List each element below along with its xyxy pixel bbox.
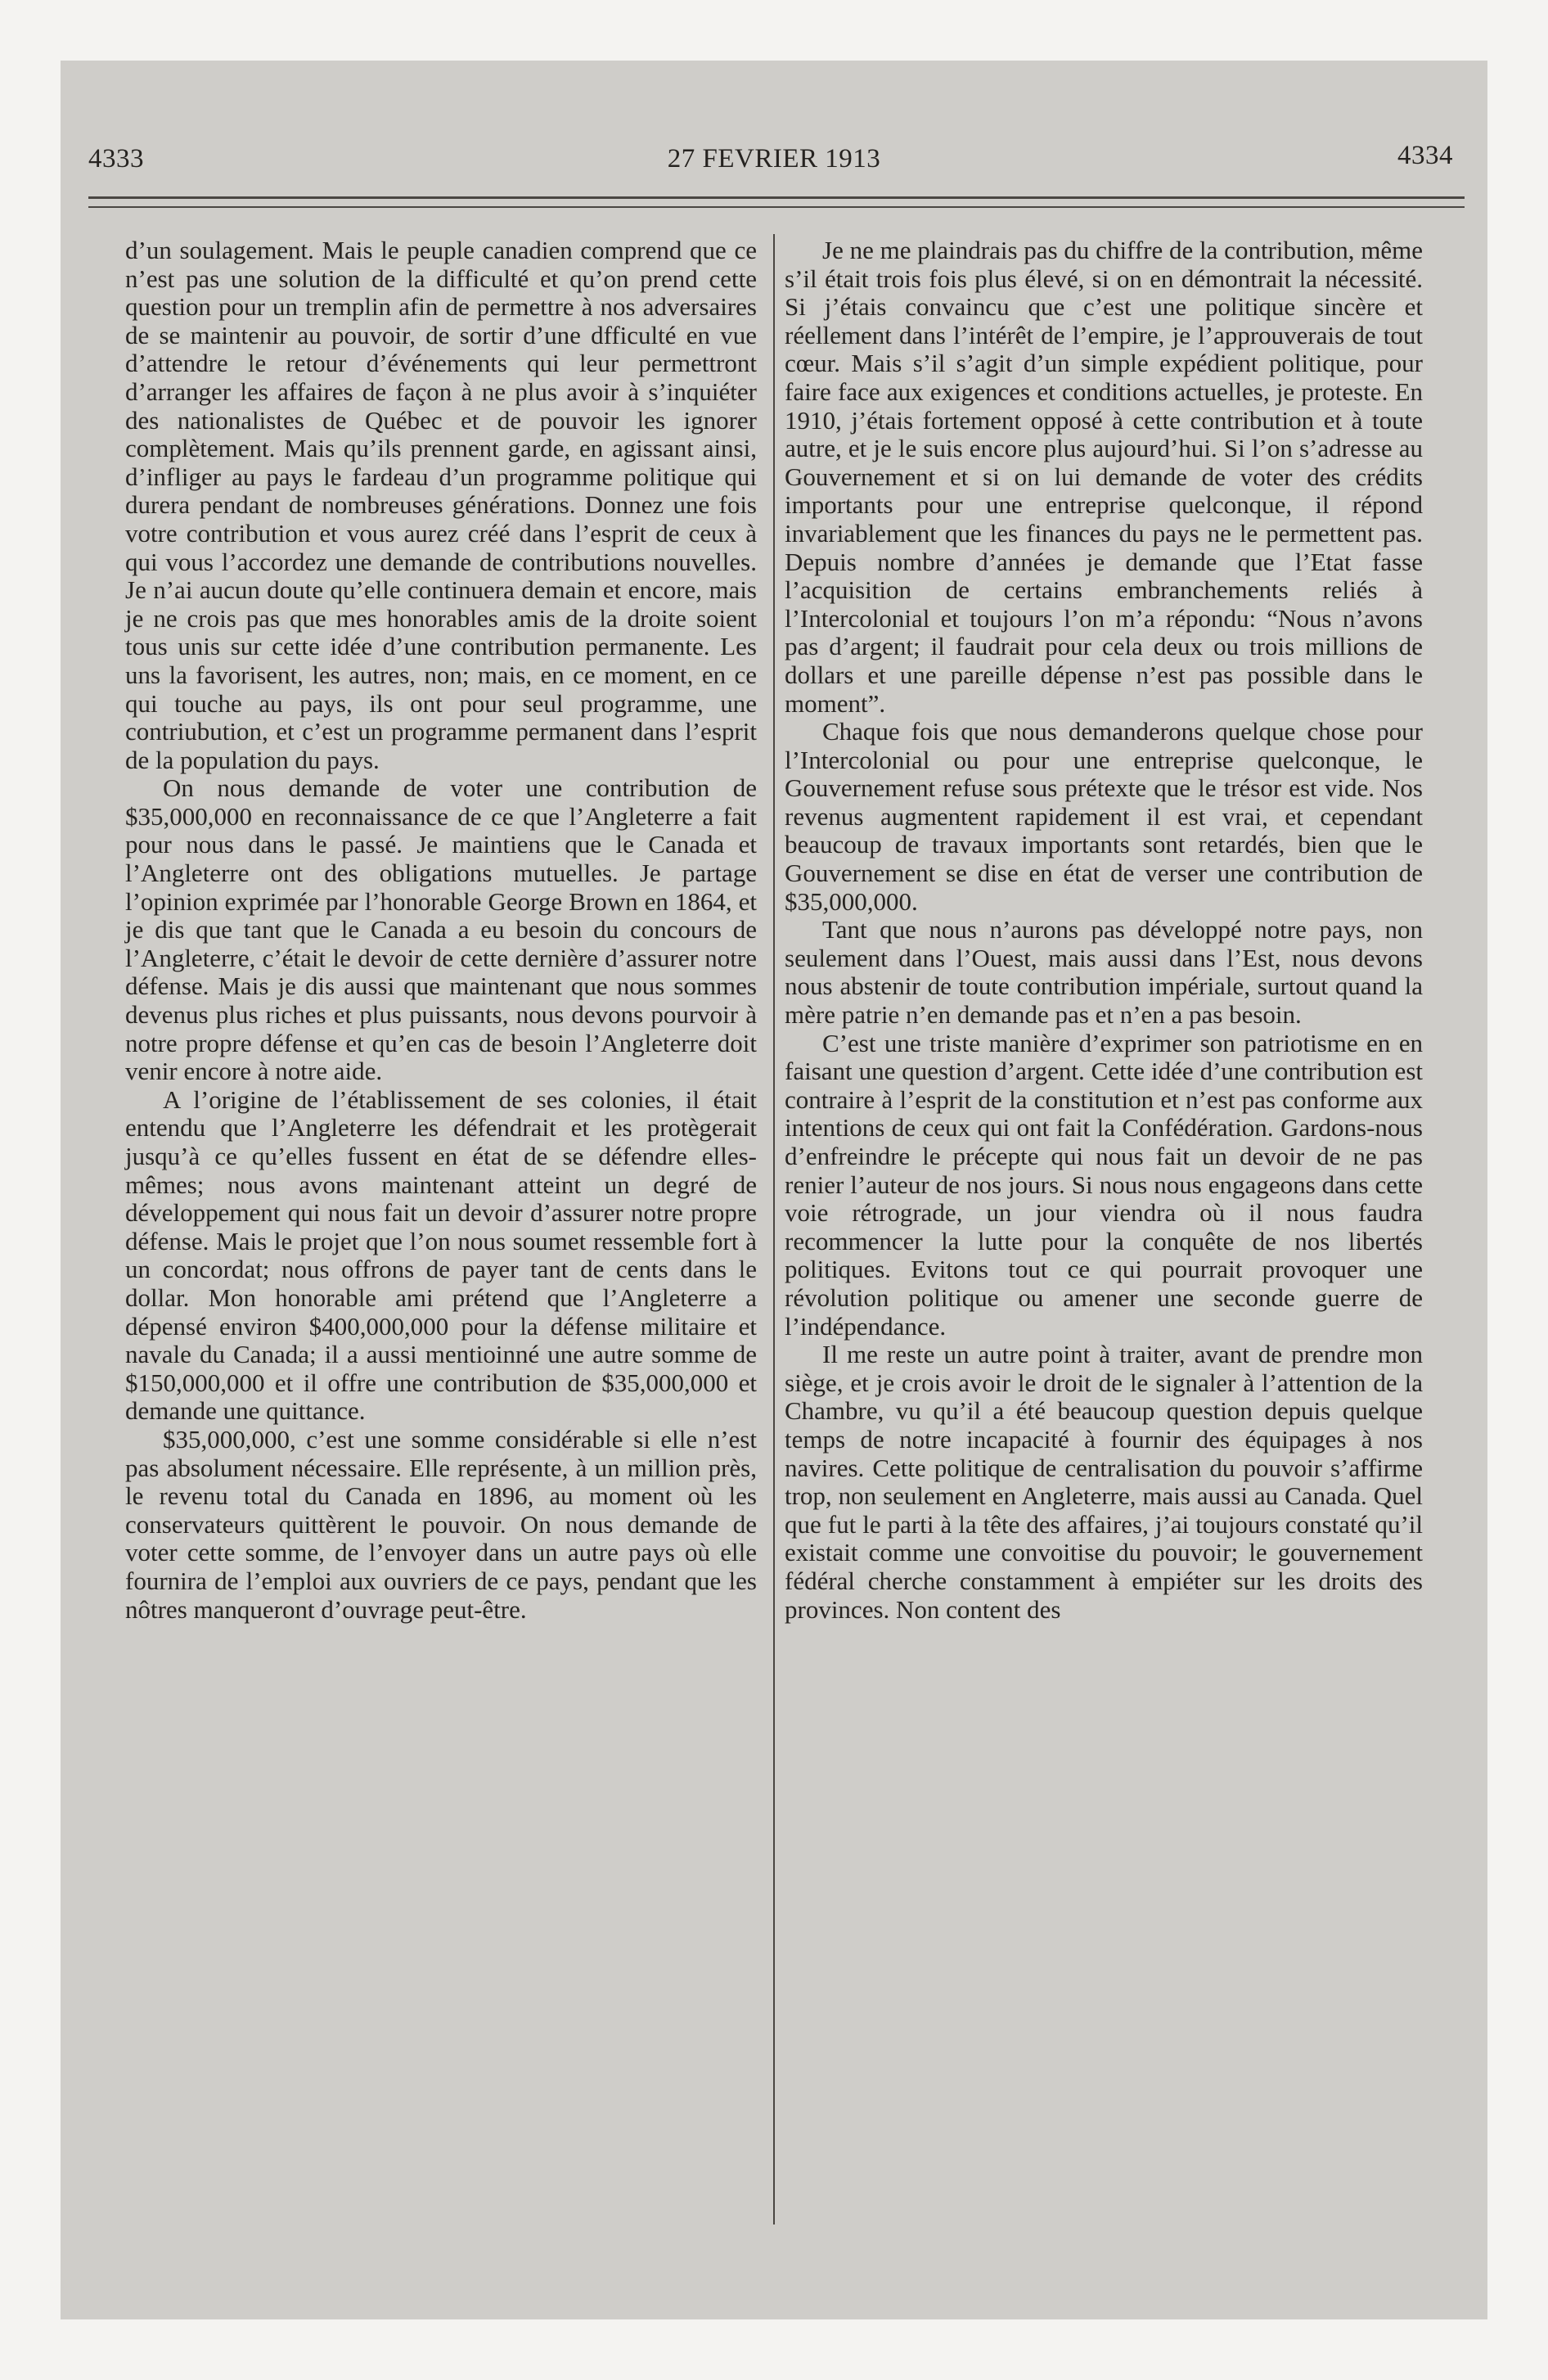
right-column [785, 237, 1423, 1624]
header-rule-bottom [88, 206, 1465, 208]
paragraph: Je ne me plaindrais pas du chiffre de la contribution, même s’il était trois fois plus élevé, si on en démontrait la nécessité. Si j’étais convaincu que c’est une politique sincère et réellement dans l’intérêt de l’empire, je l’approuverais de tout cœur. Mais s’il s’agit d’un simple expédient politique, pour faire face aux exigences et conditions actuelles, je proteste. En 1910, j’étais fortement opposé à cette contribution et à toute autre, et je le suis encore plus aujourd’hui. Si l’on s’adresse au Gouvernement et si on lui demande de voter des crédits importants pour une entreprise quelconque, il répond invariablement que les finances du pays ne le permettent pas. Depuis nombre d’années je demande que l’Etat fasse l’acquisition de certains embranchements reliés à l’Intercolonial et toujours l’on m’a répondu: “Nous n’avons pas d’argent; il faudrait pour cela deux ou trois millions de dollars et une pareille dépense n’est pas possible dans le moment”. [785, 236, 1423, 718]
hansard-page [61, 61, 1487, 2319]
scanned-page [61, 61, 1487, 2319]
paragraph: On nous demande de voter une contribution de $35,000,000 en reconnaissance de ce que l’Angleterre a fait pour nous dans le passé. Je maintiens que le Canada et l’Angleterre ont des obligations mutuelles. Je partage l’opinion exprimée par l’honorable George Brown en 1864, et je dis que tant que le Canada a eu besoin du concours de l’Angleterre, c’était le devoir de cette dernière d’assurer notre défense. Mais je dis aussi que maintenant que nous sommes devenus plus riches et plus puissants, nous devons pourvoir à notre propre défense et qu’en cas de besoin l’Angleterre doit venir encore à notre aide. [125, 773, 757, 1086]
right-page-number: 4334 [1397, 141, 1453, 170]
paragraph: Il me reste un autre point à traiter, avant de prendre mon siège, et je crois avoir le droit de le signaler à l’attention de la Chambre, vu qu’il a été beaucoup question depuis quelque temps de notre incapacité à fournir des équipages à nos navires. Cette politique de centralisation du pouvoir s’affirme trop, non seulement en Angleterre, mais aussi au Canada. Quel que fut le parti à la tête des affaires, j’ai toujours constaté qu’il existait comme une convoitise du pouvoir; le gouvernement fédéral cherche constamment à empiéter sur les droits des provinces. Non content des [785, 1340, 1423, 1624]
page-date: 27 FEVRIER 1913 [667, 144, 881, 174]
paragraph: C’est une triste manière d’exprimer son patriotisme en en faisant une question d’argent. Cette idée d’une contribution est contraire à l’esprit de la constitution et n’est pas conforme aux intentions de ceux qui ont fait la Confédération. Gardons-nous d’enfreindre le précepte qui nous fait un devoir de ne pas renier l’auteur de nos jours. Si nous nous engageons dans cette voie rétrograde, un jour viendra où il nous faudra recommencer la lutte pour la conquête de nos libertés politiques. Evitons tout ce qui pourrait provoquer une révolution politique ou amener une seconde guerre de l’indépendance. [785, 1028, 1423, 1341]
header-rule-top [88, 196, 1465, 199]
paragraph: A l’origine de l’établissement de ses colonies, il était entendu que l’Angleterre les défendrait et les protègerait jusqu’à ce qu’elles fussent en état de se défendre elles-mêmes; nous avons maintenant atteint un degré de développement qui nous fait un devoir d’assurer notre propre défense. Mais le projet que l’on nous soumet ressemble fort à un concordat; nous offrons de payer tant de cents dans le dollar. Mon honorable ami prétend que l’Angleterre a dépensé environ $400,000,000 pour la défense militaire et navale du Canada; il a aussi mentioinné une autre somme de $150,000,000 et il offre une contribution de $35,000,000 et demande une quittance. [125, 1084, 757, 1426]
paragraph: d’un soulagement. Mais le peuple canadien comprend que ce n’est pas une solution de la difficulté et qu’on prend cette question pour un tremplin afin de permettre à nos adversaires de se maintenir au pouvoir, de sortir d’une dfficulté en vue d’attendre le retour d’événements qui leur permettront d’arranger les affaires de façon à ne plus avoir à s’inquiéter des nationalistes de Québec et de pouvoir les ignorer complètement. Mais qu’ils prennent garde, en agissant ainsi, d’infliger au pays le fardeau d’un programme politique qui durera pendant de nombreuses générations. Donnez une fois votre contribution et vous aurez créé dans l’esprit de ceux à qui vous l’accordez une demande de contributions nouvelles. Je n’ai aucun doute qu’elle continuera demain et encore, mais je ne crois pas que mes honorables amis de la droite soient tous unis sur cette idée d’une contribution permanente. Les uns la favorisent, les autres, non; mais, en ce moment, en ce qui touche au pays, ils ont pour seul programme, une contriubution, et c’est un programme permanent dans l’esprit de la population du pays. [125, 236, 757, 774]
paragraph: $35,000,000, c’est une somme considérable si elle n’est pas absolument nécessaire. Elle représente, à un million près, le revenu total du Canada en 1896, au moment où les conservateurs quittèrent le pouvoir. On nous demande de voter cette somme, de l’envoyer dans un autre pays où elle fournira de l’emploi aux ouvriers de ce pays, pendant que les nôtres manqueront d’ouvrage peut-être. [125, 1424, 757, 1624]
paragraph: Tant que nous n’aurons pas développé notre pays, non seulement dans l’Ouest, mais aussi dans l’Est, nous devons nous abstenir de toute contribution impériale, surtout quand la mère patrie n’en demande pas et n’en a pas besoin. [785, 915, 1423, 1030]
paragraph: Chaque fois que nous demanderons quelque chose pour l’Intercolonial ou pour une entreprise quelconque, le Gouvernement refuse sous prétexte que le trésor est vide. Nos revenus augmentent rapidement il est vrai, et cependant beaucoup de travaux importants sont retardés, bien que le Gouvernement se dise en état de verser une contribution de $35,000,000. [785, 717, 1423, 916]
left-page-number: 4333 [88, 144, 144, 174]
left-column [125, 237, 757, 1624]
column-divider [773, 234, 775, 2224]
